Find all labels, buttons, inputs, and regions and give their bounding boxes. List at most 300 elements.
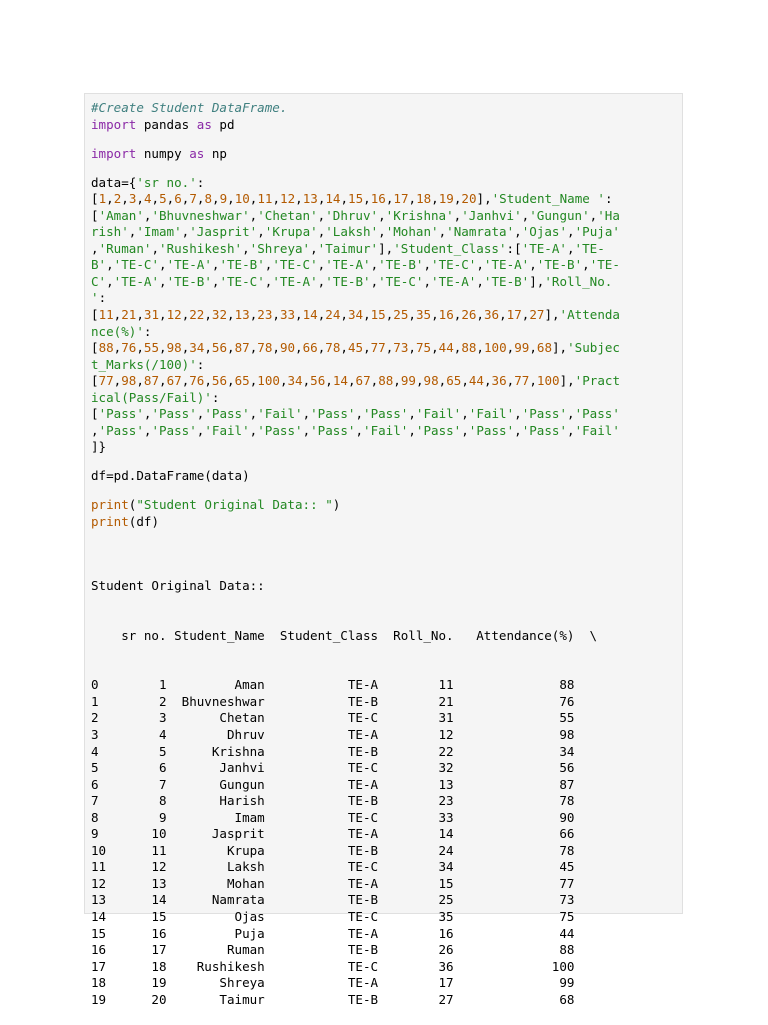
code-token: print — [91, 514, 129, 530]
table-row: 17 18 Rushikesh TE-C 36 100 — [91, 958, 575, 974]
output-table-rows — [91, 677, 597, 1008]
code-line — [91, 340, 620, 357]
table-row: 10 11 Krupa TE-B 24 78 — [91, 842, 575, 858]
code-token: t_Marks(/100)' — [91, 356, 197, 372]
code-token: , — [567, 224, 575, 240]
code-token: 'Pass' — [521, 422, 568, 438]
code-token: 'TE- — [589, 257, 620, 273]
code-token: 'Pass' — [574, 406, 620, 422]
code-token: [ — [91, 340, 99, 356]
code-token: , — [249, 422, 258, 438]
code-token: , — [529, 373, 537, 389]
table-row: 12 13 Mohan TE-A 15 77 — [91, 875, 575, 891]
code-token: ) — [332, 497, 341, 513]
code-token: 15 — [370, 307, 386, 323]
code-token: ], — [544, 307, 560, 323]
code-token: , — [317, 207, 326, 223]
code-token: [ — [91, 191, 99, 207]
code-token: ], — [529, 273, 545, 289]
code-token: 'Ha — [597, 207, 620, 223]
code-line — [91, 357, 620, 374]
code-token: , — [476, 340, 484, 356]
table-row: 6 7 Gungun TE-A 13 87 — [91, 776, 575, 792]
code-token: , — [317, 257, 326, 273]
code-token: , — [438, 373, 447, 389]
code-line — [91, 274, 620, 291]
code-token: 12 — [166, 307, 182, 323]
code-token: , — [461, 406, 469, 422]
code-token: 17 — [393, 191, 409, 207]
code-token: : — [604, 191, 613, 207]
code-token: , — [196, 406, 205, 422]
code-token: 76 — [121, 340, 137, 356]
code-token: , — [385, 307, 394, 323]
code-token: as — [196, 116, 212, 132]
code-token: , — [476, 257, 484, 273]
code-token: 3 — [128, 191, 137, 207]
code-token: ], — [378, 240, 394, 256]
code-token: 98 — [423, 373, 439, 389]
code-token: , — [295, 307, 303, 323]
code-token: 'Jasprit' — [189, 224, 258, 240]
code-token: , — [181, 224, 190, 240]
code-token: , — [136, 373, 144, 389]
code-line — [91, 373, 620, 390]
code-token: , — [340, 307, 348, 323]
code-token: 100 — [483, 340, 507, 356]
code-token: 76 — [189, 373, 205, 389]
code-token: 'TE-C' — [378, 273, 424, 289]
code-token: , — [302, 422, 311, 438]
code-token: , — [363, 307, 371, 323]
code-token: , — [227, 191, 235, 207]
code-token: , — [529, 257, 537, 273]
code-token: , — [151, 191, 160, 207]
code-token: , — [181, 340, 190, 356]
code-token: 11 — [257, 191, 273, 207]
code-token: 'Taimur' — [317, 240, 379, 256]
code-token: 45 — [347, 340, 364, 356]
code-token: 16 — [438, 307, 454, 323]
blank-line — [91, 162, 620, 175]
code-token: : — [196, 356, 205, 372]
code-token: ' — [91, 290, 99, 306]
code-token: 77 — [98, 373, 114, 389]
table-row: 19 20 Taimur TE-B 27 68 — [91, 991, 575, 1007]
code-token: 'Pass' — [98, 422, 144, 438]
code-line — [91, 497, 620, 514]
code-token: 68 — [536, 340, 552, 356]
code-token: : — [196, 174, 205, 190]
code-token: , — [317, 273, 326, 289]
table-row: 2 3 Chetan TE-C 31 55 — [91, 710, 575, 726]
code-token: 'TE-A' — [166, 257, 212, 273]
code-token: 6 — [174, 191, 182, 207]
code-token: 'TE-B' — [219, 257, 265, 273]
code-token: 'Pract — [574, 373, 620, 389]
code-token: , — [166, 191, 175, 207]
code-token: 66 — [302, 340, 318, 356]
code-token: 14 — [325, 191, 341, 207]
code-token: ], — [476, 191, 492, 207]
code-token: , — [589, 207, 598, 223]
code-token: , — [408, 422, 416, 438]
code-token: 'TE-A' — [483, 257, 530, 273]
code-token: 5 — [159, 191, 167, 207]
code-token: , — [370, 373, 379, 389]
code-token: , — [212, 191, 220, 207]
code-token: , — [408, 406, 416, 422]
code-token: 'Dhruv' — [325, 207, 379, 223]
code-token: 55 — [143, 340, 160, 356]
code-token: , — [249, 191, 258, 207]
code-token: , — [378, 224, 386, 240]
code-token: 13 — [302, 191, 318, 207]
code-token: 'Namrata' — [446, 224, 515, 240]
code-token: 'Pass' — [151, 422, 197, 438]
code-line — [91, 117, 620, 134]
code-token: , — [249, 340, 258, 356]
code-token: , — [295, 340, 303, 356]
output-title: Student Original Data:: — [91, 578, 265, 594]
code-token: , — [355, 406, 364, 422]
code-token: : — [211, 389, 220, 405]
code-token: 26 — [461, 307, 477, 323]
code-token: 'TE-A' — [113, 273, 159, 289]
code-token: 24 — [325, 307, 341, 323]
code-token: 'TE-B' — [483, 273, 530, 289]
code-token: , — [506, 373, 515, 389]
code-token: 90 — [279, 340, 296, 356]
code-token: 'Pass' — [468, 422, 515, 438]
code-line — [91, 191, 620, 208]
code-token: , — [514, 224, 522, 240]
code-token: , — [476, 273, 484, 289]
code-token: , — [159, 257, 167, 273]
code-token: , — [249, 307, 258, 323]
code-token: 56 — [310, 373, 326, 389]
code-token: , — [211, 273, 220, 289]
code-token: , — [499, 307, 507, 323]
code-token: C' — [91, 273, 107, 289]
code-token: 36 — [491, 373, 507, 389]
code-token: 'Pass' — [310, 406, 356, 422]
code-token: 'Student_Class' — [393, 240, 507, 256]
code-token: 77 — [514, 373, 530, 389]
code-token: 77 — [370, 340, 386, 356]
code-line — [91, 146, 620, 163]
code-token: , — [113, 340, 122, 356]
table-row: 4 5 Krishna TE-B 22 34 — [91, 743, 575, 759]
code-token: nce(%)' — [91, 323, 144, 339]
code-token: , — [106, 191, 114, 207]
code-token: , — [204, 307, 212, 323]
code-token: , — [204, 340, 212, 356]
code-token: , — [461, 422, 469, 438]
code-token: 'Fail' — [204, 422, 250, 438]
code-token: 18 — [416, 191, 432, 207]
code-token: , — [393, 373, 401, 389]
code-token: , — [264, 273, 273, 289]
table-row: 9 10 Jasprit TE-A 14 66 — [91, 826, 575, 842]
code-token: 2 — [113, 191, 122, 207]
code-token: ], — [559, 373, 575, 389]
code-token: 10 — [234, 191, 250, 207]
code-token: 'Gungun' — [529, 207, 590, 223]
code-token: 'Aman' — [98, 207, 144, 223]
code-line — [91, 324, 620, 341]
code-token: 98 — [121, 373, 137, 389]
code-token: , — [143, 422, 152, 438]
code-token: , — [567, 406, 575, 422]
code-token: 'Attenda — [559, 307, 620, 323]
code-token: , — [415, 373, 424, 389]
code-token: 7 — [189, 191, 197, 207]
code-token: 'Fail' — [574, 422, 620, 438]
code-token: , — [408, 340, 416, 356]
code-token: 75 — [415, 340, 432, 356]
code-token: 'Pass' — [415, 422, 462, 438]
code-token: ], — [552, 340, 568, 356]
code-token: 17 — [506, 307, 522, 323]
code-token: numpy — [136, 145, 190, 161]
code-token: "Student Original Data:: " — [136, 497, 333, 513]
code-line — [91, 468, 620, 485]
code-token: 100 — [536, 373, 560, 389]
code-token: 'Roll_No. — [544, 273, 613, 289]
code-token: 22 — [189, 307, 205, 323]
code-token: 4 — [143, 191, 152, 207]
code-token: 32 — [211, 307, 228, 323]
code-block[interactable] — [91, 100, 620, 531]
code-token: 56 — [211, 340, 228, 356]
code-token: , — [302, 373, 311, 389]
table-row: 0 1 Aman TE-A 11 88 — [91, 677, 575, 693]
code-token: , — [347, 373, 356, 389]
code-token: 99 — [400, 373, 416, 389]
code-token: 14 — [302, 307, 318, 323]
code-token: 13 — [234, 307, 250, 323]
table-row: 15 16 Puja TE-A 16 44 — [91, 925, 575, 941]
code-token: 'Fail' — [363, 422, 409, 438]
code-token: , — [483, 373, 492, 389]
code-line — [91, 390, 620, 407]
cell-output — [91, 545, 597, 1025]
code-token: 'TE-B' — [325, 273, 371, 289]
code-token: , — [204, 373, 212, 389]
code-token: [ — [91, 406, 99, 422]
code-token: pd — [211, 116, 235, 132]
code-token: 'Fail' — [415, 406, 462, 422]
table-row: 18 19 Shreya TE-A 17 99 — [91, 975, 575, 991]
code-token: , — [317, 307, 326, 323]
code-token: : — [98, 290, 107, 306]
code-token: 25 — [393, 307, 409, 323]
code-token: , — [514, 422, 522, 438]
code-token: , — [423, 273, 432, 289]
blank-line — [91, 485, 620, 498]
code-token: , — [521, 307, 530, 323]
code-token: , — [106, 273, 114, 289]
code-token: , — [272, 340, 280, 356]
code-token: , — [249, 207, 258, 223]
code-token: as — [189, 145, 205, 161]
code-token: , — [159, 373, 167, 389]
code-line — [91, 406, 620, 423]
code-token: 11 — [98, 307, 114, 323]
code-token: , — [136, 191, 144, 207]
code-token: 87 — [234, 340, 250, 356]
code-token: 16 — [370, 191, 386, 207]
code-token: :[ — [506, 240, 522, 256]
code-token: , — [370, 257, 379, 273]
code-token: 36 — [483, 307, 500, 323]
code-token: 34 — [347, 307, 364, 323]
code-token: 44 — [438, 340, 454, 356]
code-token: 'TE-A' — [431, 273, 477, 289]
code-token: 'TE-B' — [166, 273, 212, 289]
code-token: 'Bhuvneshwar' — [151, 207, 250, 223]
code-token: , — [272, 307, 280, 323]
code-token: 'TE-C' — [113, 257, 159, 273]
code-token: , — [423, 257, 432, 273]
code-token: print — [91, 497, 129, 513]
code-token: , — [264, 257, 273, 273]
code-token: , — [317, 224, 326, 240]
code-token: , — [431, 307, 439, 323]
code-token: 'Mohan' — [385, 224, 439, 240]
code-token: , — [136, 340, 144, 356]
code-token: 'TE-C' — [431, 257, 477, 273]
code-token: 88 — [461, 340, 477, 356]
code-token: 34 — [287, 373, 303, 389]
code-token: import — [91, 116, 137, 132]
code-token: 20 — [461, 191, 477, 207]
code-token: 'Krupa' — [264, 224, 318, 240]
code-token: 'Fail' — [468, 406, 515, 422]
code-token: , — [514, 406, 522, 422]
code-token: , — [211, 257, 220, 273]
code-token: 73 — [393, 340, 409, 356]
code-token: , — [257, 224, 265, 240]
code-token: , — [91, 240, 99, 256]
code-token: , — [136, 307, 144, 323]
code-token: , — [317, 340, 326, 356]
code-token: 12 — [280, 191, 296, 207]
code-token: 'Pass' — [521, 406, 568, 422]
code-token: 'Subjec — [567, 340, 620, 356]
code-line — [91, 208, 620, 225]
code-token: , — [453, 191, 462, 207]
code-token: , — [279, 373, 288, 389]
code-token: , — [181, 307, 190, 323]
code-token: 'Rushikesh' — [159, 240, 243, 256]
table-row: 5 6 Janhvi TE-C 32 56 — [91, 760, 575, 776]
code-token: , — [431, 340, 439, 356]
code-token: , — [461, 373, 469, 389]
code-token: rish' — [91, 224, 129, 240]
code-token: , — [249, 373, 258, 389]
code-line — [91, 439, 620, 456]
code-token: 44 — [468, 373, 484, 389]
code-token: , — [370, 273, 379, 289]
table-row: 16 17 Ruman TE-B 26 88 — [91, 942, 575, 958]
code-token: 21 — [121, 307, 137, 323]
code-token: 33 — [279, 307, 296, 323]
code-token: , — [438, 224, 447, 240]
code-line — [91, 514, 620, 531]
code-token: , — [302, 406, 311, 422]
code-line — [91, 241, 620, 258]
code-token: 100 — [257, 373, 280, 389]
code-token: , — [227, 340, 235, 356]
code-token: 78 — [257, 340, 273, 356]
code-token: ical(Pass/Fail)' — [91, 389, 212, 405]
code-token: 'Pass' — [363, 406, 409, 422]
code-line — [91, 290, 620, 307]
code-token: , — [196, 422, 205, 438]
code-token: 98 — [166, 340, 182, 356]
code-token: ]} — [91, 439, 107, 455]
code-token: : — [143, 323, 152, 339]
code-token: [ — [91, 207, 99, 223]
code-token: , — [106, 257, 114, 273]
code-token: 'TE-A' — [272, 273, 318, 289]
code-token: 'Ojas' — [521, 224, 568, 240]
code-token: 14 — [332, 373, 348, 389]
code-token: 'Pass' — [257, 422, 303, 438]
code-token: data={ — [91, 174, 137, 190]
code-token: 'Pass' — [204, 406, 250, 422]
code-token: , — [91, 422, 99, 438]
code-token: 'Imam' — [136, 224, 182, 240]
code-token: 78 — [325, 340, 341, 356]
code-token: 'TE-A' — [521, 240, 567, 256]
code-token: , — [408, 307, 416, 323]
code-token: , — [476, 307, 484, 323]
table-row: 14 15 Ojas TE-C 35 75 — [91, 909, 575, 925]
code-token: , — [567, 422, 575, 438]
code-token: 'Fail' — [257, 406, 303, 422]
code-token: 35 — [415, 307, 432, 323]
code-token: 99 — [514, 340, 530, 356]
code-token: , — [385, 340, 394, 356]
code-token: , — [310, 240, 318, 256]
code-token: 87 — [143, 373, 160, 389]
code-token: np — [204, 145, 227, 161]
table-row: 7 8 Harish TE-B 23 78 — [91, 793, 575, 809]
code-token: , — [242, 240, 250, 256]
code-token: , — [128, 224, 137, 240]
code-token: 'TE-C' — [272, 257, 318, 273]
code-token: 1 — [98, 191, 107, 207]
code-token: #Create Student DataFrame. — [91, 100, 288, 115]
code-token: , — [529, 340, 537, 356]
code-token: 67 — [355, 373, 371, 389]
code-token: , — [272, 191, 281, 207]
output-table-header: sr no. Student_Name Student_Class Roll_No. Attendance(%) \ — [91, 627, 598, 643]
code-token: , — [143, 207, 152, 223]
code-token: df=pd.DataFrame(data) — [91, 468, 250, 484]
code-token: 88 — [98, 340, 114, 356]
code-token: , — [121, 191, 129, 207]
code-token: 'TE- — [574, 240, 605, 256]
code-token: import — [91, 145, 137, 161]
code-token: 'Krishna' — [385, 207, 454, 223]
code-token: , — [453, 207, 462, 223]
code-token: 'Shreya' — [249, 240, 311, 256]
code-token: , — [453, 340, 462, 356]
